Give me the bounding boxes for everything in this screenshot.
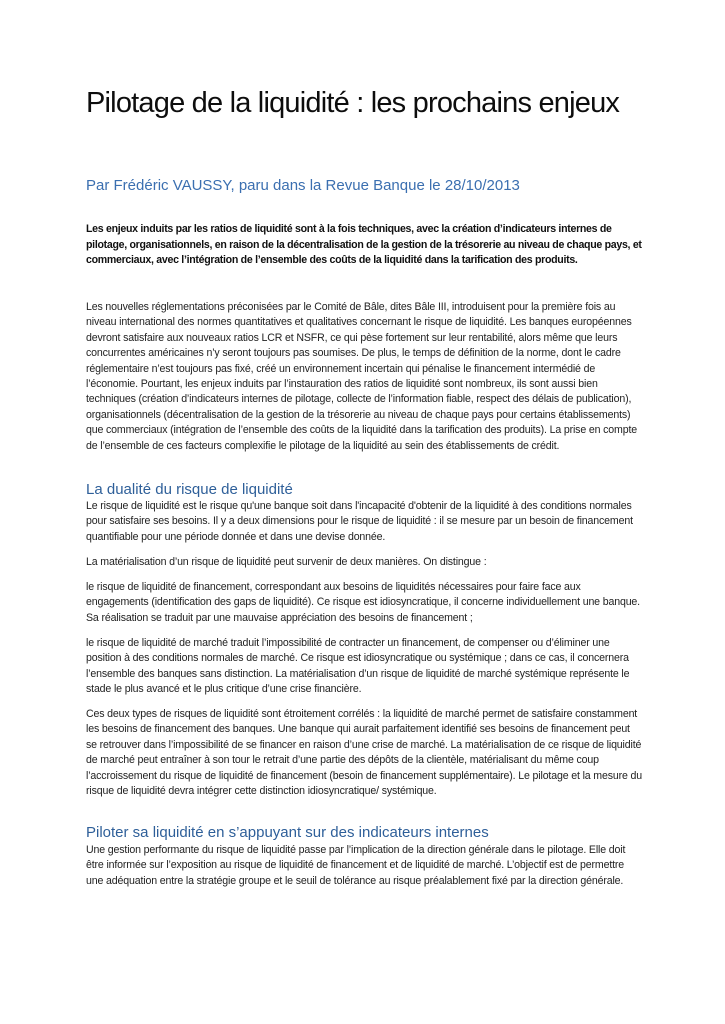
- document-title: Pilotage de la liquidité : les prochains enjeux: [86, 87, 620, 119]
- section2-paragraph-1: Une gestion performante du risque de liquidité passe par l’implication de la direction générale dans le pilotage. Elle doit être informée sur l’exposition au risque de liquidité de financement et de liquidité de marché. L’objectif est de permettre une adéquation entre la stratégie groupe et le seuil de tolérance au risque préalablement fixé par la direction générale.: [86, 844, 626, 887]
- byline: Par Frédéric VAUSSY, paru dans la Revue Banque le 28/10/2013: [86, 177, 520, 194]
- section1-paragraph-2: La matérialisation d’un risque de liquidité peut survenir de deux manières. On distingue :: [86, 556, 487, 568]
- section1-paragraph-4: le risque de liquidité de marché traduit l’impossibilité de contracter un financement, de compenser ou d’éliminer une position à des conditions normales de marché. Ce risque est idiosyncratique ou systémique ; dans ce cas, il concernera l’ensemble des banques sans distinction. La matérialisation d’un risque de liquidité de marché systémique représente le stade le plus avancé et le plus critique d’une crise financière.: [86, 637, 630, 696]
- section1-paragraph-3: le risque de liquidité de financement, correspondant aux besoins de liquidités nécessaires pour faire face aux engagements (identification des gaps de liquidité). Ce risque est idiosyncratique, il concerne individuellement une banque. Sa réalisation se traduit par une mauvaise appréciation des besoins de financement ;: [86, 581, 640, 624]
- section1-paragraph-5: Ces deux types de risques de liquidité sont étroitement corrélés : la liquidité de marché permet de satisfaire constamment les besoins de financement des banques. Une banque qui aurait parfaitement identifié ses besoins de financement peut se retrouver dans l’impossibilité de se financer en raison d’une crise de marché. La matérialisation de ce risque de liquidité de marché peut entraîner à son tour le retrait d’une partie des dépôts de la clientèle, matérialisant du même coup l’accroissement du risque de liquidité de financement (besoin de financement supplémentaire). Le pilotage et la mesure du risque de liquidité devra intégrer cette distinction idiosyncratique/ systémique.: [86, 708, 643, 798]
- intro-paragraph: Les nouvelles réglementations préconisées par le Comité de Bâle, dites Bâle III, introduisent pour la première fois au niveau international des normes quantitatives et qualitatives concernant le risque de liquidité. Les banques européennes devront satisfaire aux nouveaux ratios LCR et NSFR, ce qui pèse fortement sur leur rentabilité, alors même que leurs concurrentes américaines n’y seront toujours pas soumises. De plus, le temps de définition de la norme, dont le cadre réglementaire n’est toujours pas fixé, créé un environnement incertain qui pénalise le financement intermédié de l’économie. Pourtant, les enjeux induits par l’instauration des ratios de liquidité sont nombreux, ils sont aussi bien techniques (création d’indicateurs internes de pilotage, collecte de l’information fiable, respect des délais de publication), organisationnels (décentralisation de la gestion de la trésorerie au niveau de chaque pays pour certains établissements) que commerciaux (intégration de l’ensemble des coûts de la liquidité dans la tarification des produits). La prise en compte de l’ensemble de ces facteurs complexifie le pilotage de la liquidité au sein des établissements de crédit.: [86, 301, 637, 452]
- section-heading-indicateurs: Piloter sa liquidité en s’appuyant sur des indicateurs internes: [86, 824, 489, 841]
- section-heading-dualite: La dualité du risque de liquidité: [86, 481, 293, 498]
- section1-paragraph-1: Le risque de liquidité est le risque qu'une banque soit dans l'incapacité d'obtenir de la liquidité à des conditions normales pour satisfaire ses besoins. Il y a deux dimensions pour le risque de liquidité : il se mesure par un besoin de financement quantifiable pour une période donnée et dans une devise donnée.: [86, 500, 633, 543]
- lead-paragraph: Les enjeux induits par les ratios de liquidité sont à la fois techniques, avec la création d’indicateurs internes de pilotage, organisationnels, en raison de la décentralisation de la gestion de la trésorerie au niveau de chaque pays, et commerciaux, avec l’intégration de l’ensemble des coûts de la liquidité dans la tarification des produits.: [86, 223, 642, 267]
